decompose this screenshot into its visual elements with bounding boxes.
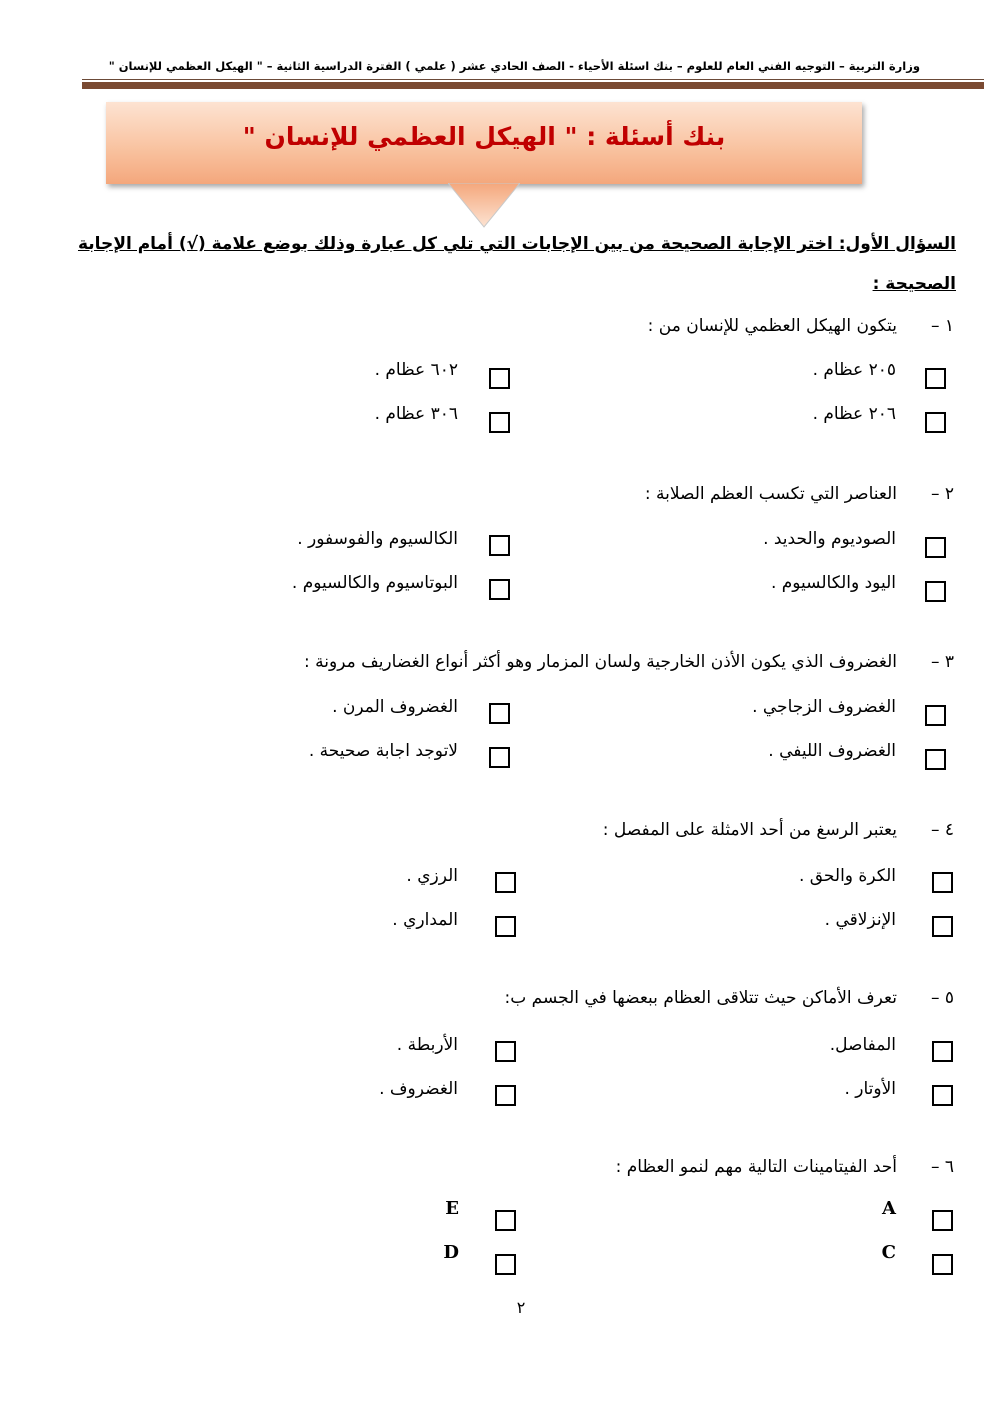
question-number: ٢ – bbox=[930, 484, 954, 504]
option-label: الأربطة . bbox=[396, 1035, 458, 1055]
question-number: ٥ – bbox=[930, 988, 954, 1008]
option-label: ٦٠٢ عظام . bbox=[374, 360, 458, 380]
option-label: الغضروف الليفي . bbox=[768, 741, 896, 761]
option-checkbox[interactable] bbox=[495, 1085, 516, 1106]
option-checkbox[interactable] bbox=[932, 916, 953, 937]
option-label: A bbox=[882, 1198, 896, 1219]
question-text: العناصر التي تكسب العظم الصلابة : bbox=[644, 484, 897, 504]
option-label: الأوتار . bbox=[844, 1079, 896, 1099]
banner-arrow bbox=[448, 183, 520, 231]
question-number: ٦ – bbox=[930, 1157, 954, 1177]
option-label: المداري . bbox=[392, 910, 458, 930]
option-label: اليود والكالسيوم . bbox=[770, 573, 896, 593]
header-rule-thin bbox=[82, 79, 984, 80]
option-checkbox[interactable] bbox=[925, 537, 946, 558]
option-checkbox[interactable] bbox=[925, 749, 946, 770]
option-checkbox[interactable] bbox=[489, 412, 510, 433]
question-text: يعتبر الرسغ من أحد الامثلة على المفصل : bbox=[602, 820, 897, 840]
option-label: الإنزلاقي . bbox=[824, 910, 896, 930]
option-label: D bbox=[443, 1242, 459, 1263]
option-label: C bbox=[881, 1242, 896, 1263]
option-checkbox[interactable] bbox=[925, 412, 946, 433]
option-label: الغضروف . bbox=[379, 1079, 458, 1099]
option-checkbox[interactable] bbox=[495, 1254, 516, 1275]
option-label: الصوديوم والحديد . bbox=[763, 529, 896, 549]
option-checkbox[interactable] bbox=[495, 916, 516, 937]
option-checkbox[interactable] bbox=[495, 1210, 516, 1231]
question-text: أحد الفيتامينات التالية مهم لنمو العظام : bbox=[615, 1157, 897, 1177]
question-text: يتكون الهيكل العظمي للإنسان من : bbox=[647, 316, 897, 336]
option-label: البوتاسيوم والكالسيوم . bbox=[291, 573, 458, 593]
option-label: الكرة والحق . bbox=[798, 866, 896, 886]
question-text: الغضروف الذي يكون الأذن الخارجية ولسان المزمار وهو أكثر أنواع الغضاريف مرونة : bbox=[304, 652, 897, 672]
option-checkbox[interactable] bbox=[489, 368, 510, 389]
option-checkbox[interactable] bbox=[489, 535, 510, 556]
option-checkbox[interactable] bbox=[489, 703, 510, 724]
option-checkbox[interactable] bbox=[932, 1210, 953, 1231]
option-checkbox[interactable] bbox=[925, 705, 946, 726]
option-checkbox[interactable] bbox=[932, 1085, 953, 1106]
header-rule-thick bbox=[82, 82, 984, 89]
section-instruction-line1: السؤال الأول: اختر الإجابة الصحيحة من بين الإجابات التي تلي كل عبارة وذلك بوضع علامة (√) أمام الإجابة bbox=[77, 234, 956, 254]
option-checkbox[interactable] bbox=[495, 872, 516, 893]
option-checkbox[interactable] bbox=[489, 747, 510, 768]
option-checkbox[interactable] bbox=[932, 872, 953, 893]
page-header: وزارة التربية – التوجيه الفني العام للعلوم – بنك اسئلة الأحياء - الصف الحادي عشر ( علمي ) الفترة الدراسية الثانية – " الهيكل العظمي للإنسان " bbox=[108, 59, 920, 73]
option-label: ٢٠٦ عظام . bbox=[812, 404, 896, 424]
banner-title: بنك أسئلة : " الهيكل العظمي للإنسان " bbox=[242, 122, 726, 151]
option-label: المفاصل. bbox=[829, 1035, 896, 1055]
option-label: الرزي . bbox=[406, 866, 458, 886]
option-label: لاتوجد اجابة صحيحة . bbox=[308, 741, 458, 761]
question-number: ١ – bbox=[930, 316, 954, 336]
question-text: تعرف الأماكن حيث تتلاقى العظام ببعضها في الجسم ب: bbox=[504, 988, 897, 1008]
option-checkbox[interactable] bbox=[932, 1041, 953, 1062]
section-instruction-line2: الصحيحة : bbox=[872, 274, 956, 294]
option-checkbox[interactable] bbox=[925, 368, 946, 389]
option-label: ٢٠٥ عظام . bbox=[812, 360, 896, 380]
option-label: الغضروف الزجاجي . bbox=[752, 697, 896, 717]
option-label: ٣٠٦ عظام . bbox=[374, 404, 458, 424]
option-label: الغضروف المرن . bbox=[332, 697, 458, 717]
option-checkbox[interactable] bbox=[495, 1041, 516, 1062]
question-number: ٣ – bbox=[930, 652, 954, 672]
question-number: ٤ – bbox=[930, 820, 954, 840]
option-checkbox[interactable] bbox=[932, 1254, 953, 1275]
option-label: الكالسيوم والفوسفور . bbox=[297, 529, 458, 549]
option-label: E bbox=[445, 1198, 459, 1219]
option-checkbox[interactable] bbox=[489, 579, 510, 600]
option-checkbox[interactable] bbox=[925, 581, 946, 602]
page-number: ٢ bbox=[516, 1298, 526, 1317]
